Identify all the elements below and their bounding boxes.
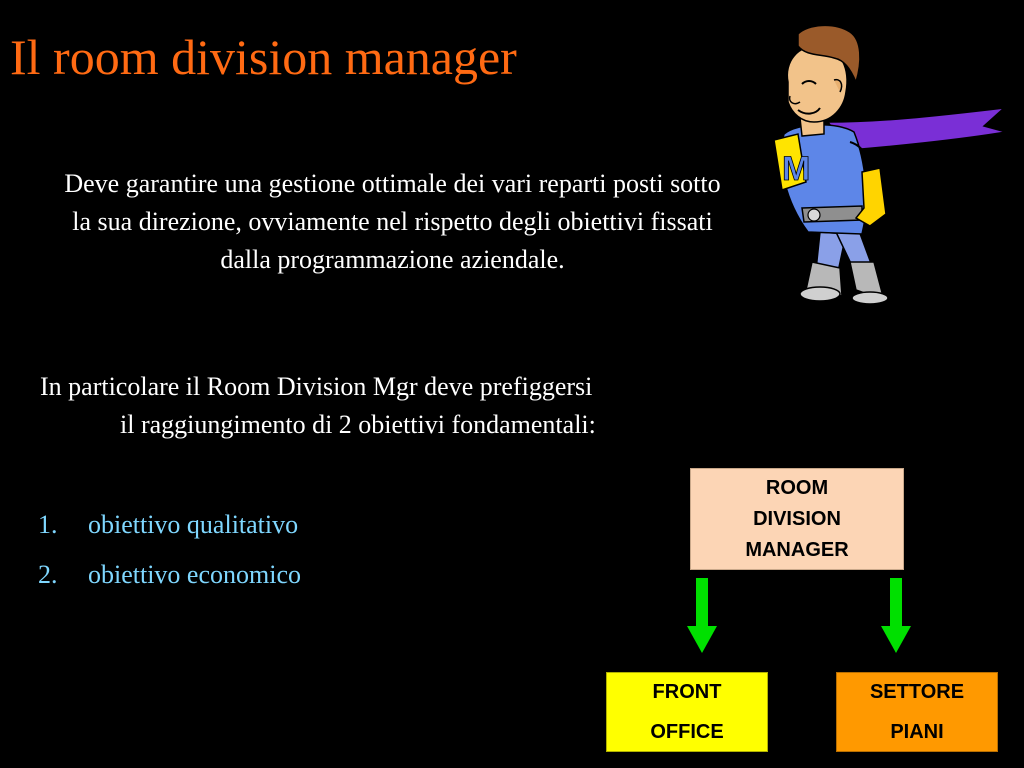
objectives-intro bbox=[40, 368, 770, 444]
objectives-intro-line-1: In particolare il Room Division Mgr deve prefiggersi bbox=[40, 372, 593, 401]
list-item-text: obiettivo economico bbox=[88, 560, 302, 589]
front-office-box bbox=[606, 672, 768, 752]
settore-piani-box bbox=[836, 672, 998, 752]
list-item-text: obiettivo qualitativo bbox=[88, 510, 299, 539]
front-office-line-1: FRONT bbox=[652, 681, 722, 703]
rdm-box-line-3: MANAGER bbox=[745, 538, 849, 561]
superhero-icon bbox=[758, 22, 1008, 307]
arrow-down-icon bbox=[880, 578, 912, 654]
slide-title: Il room division manager bbox=[10, 29, 517, 85]
objectives-intro-line-2: il raggiungimento di 2 obiettivi fondamentali: bbox=[120, 410, 596, 439]
objectives-list bbox=[38, 505, 301, 605]
rdm-box-line-1: ROOM bbox=[765, 476, 829, 499]
list-item bbox=[38, 555, 301, 605]
emblem-letter: M bbox=[782, 150, 811, 188]
settore-piani-line-2: PIANI bbox=[890, 721, 944, 743]
rdm-box-line-2: DIVISION bbox=[753, 507, 841, 530]
settore-piani-line-1: SETTORE bbox=[869, 681, 965, 703]
list-item-number: 1. bbox=[38, 510, 58, 539]
description-paragraph: Deve garantire una gestione ottimale dei vari reparti posti sotto la sua direzione, ovviamente nel rispetto degli obiettivi fissati dalla programmazione aziendale. bbox=[64, 169, 721, 274]
arrow-down-icon bbox=[686, 578, 718, 654]
room-division-manager-box bbox=[690, 468, 904, 570]
list-item bbox=[38, 505, 301, 555]
list-item-number: 2. bbox=[38, 560, 58, 589]
front-office-line-2: OFFICE bbox=[650, 721, 724, 743]
